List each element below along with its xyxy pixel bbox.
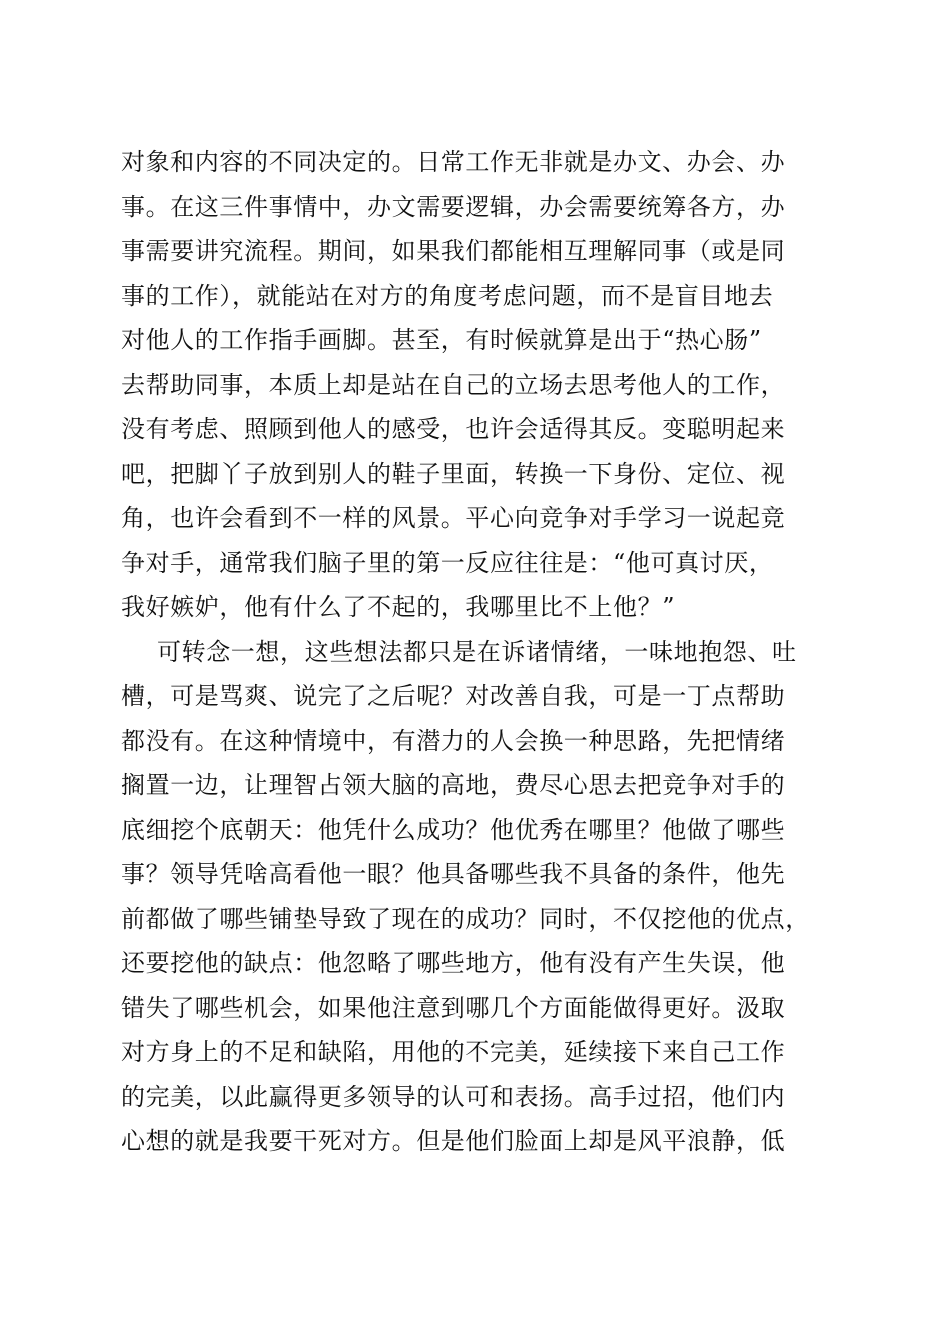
text-line: 心想的就是我要干死对方。但是他们脸面上却是风平浪静，低 [121, 1127, 786, 1155]
body-text [121, 140, 841, 1164]
paragraph-1 [121, 140, 841, 630]
text-line: 可转念一想，这些想法都只是在诉诸情绪，一味地抱怨、吐 [157, 637, 797, 666]
text-line: 事？领导凭啥高看他一眼？他具备哪些我不具备的条件，他先 [121, 860, 786, 888]
text-line: 前都做了哪些铺垫导致了现在的成功？同时，不仅挖他的优点， [121, 904, 810, 933]
text-line: 底细挖个底朝天：他凭什么成功？他优秀在哪里？他做了哪些 [121, 815, 786, 844]
text-line: 事的工作），就能站在对方的角度考虑问题，而不是盲目地去 [121, 281, 774, 310]
text-line: 角，也许会看到不一样的风景。平心向竞争对手学习一说起竞 [121, 504, 786, 532]
text-line: 事。在这三件事情中，办文需要逻辑，办会需要统筹各方，办 [121, 192, 786, 221]
text-line: 还要挖他的缺点：他忽略了哪些地方，他有没有产生失误，他 [121, 949, 786, 977]
text-line: 事需要讲究流程。期间，如果我们都能相互理解同事（或是同 [121, 237, 786, 265]
text-line: 我好嫉妒，他有什么了不起的，我哪里比不上他？” [121, 593, 676, 621]
text-line: 对方身上的不足和缺陷，用他的不完美，延续接下来自己工作 [121, 1038, 786, 1066]
text-line: 吧，把脚丫子放到别人的鞋子里面，转换一下身份、定位、视 [121, 459, 786, 488]
text-line: 槽，可是骂爽、说完了之后呢？对改善自我，可是一丁点帮助 [121, 682, 786, 710]
text-line: 对象和内容的不同决定的。日常工作无非就是办文、办会、办 [121, 148, 786, 176]
text-line: 的完美，以此赢得更多领导的认可和表扬。高手过招，他们内 [121, 1082, 786, 1111]
text-line: 争对手，通常我们脑子里的第一反应往往是：“他可真讨厌， [121, 548, 774, 577]
text-line: 没有考虑、照顾到他人的感受，也许会适得其反。变聪明起来 [121, 415, 786, 443]
text-line: 都没有。在这种情境中，有潜力的人会换一种思路，先把情绪 [121, 726, 786, 755]
paragraph-2 [121, 630, 841, 1164]
text-line: 去帮助同事，本质上却是站在自己的立场去思考他人的工作， [121, 370, 786, 399]
text-line: 错失了哪些机会，如果他注意到哪几个方面能做得更好。汲取 [121, 993, 786, 1022]
text-line: 搁置一边，让理智占领大脑的高地，费尽心思去把竞争对手的 [121, 771, 786, 799]
text-line: 对他人的工作指手画脚。甚至，有时候就算是出于“热心肠” [121, 326, 762, 354]
